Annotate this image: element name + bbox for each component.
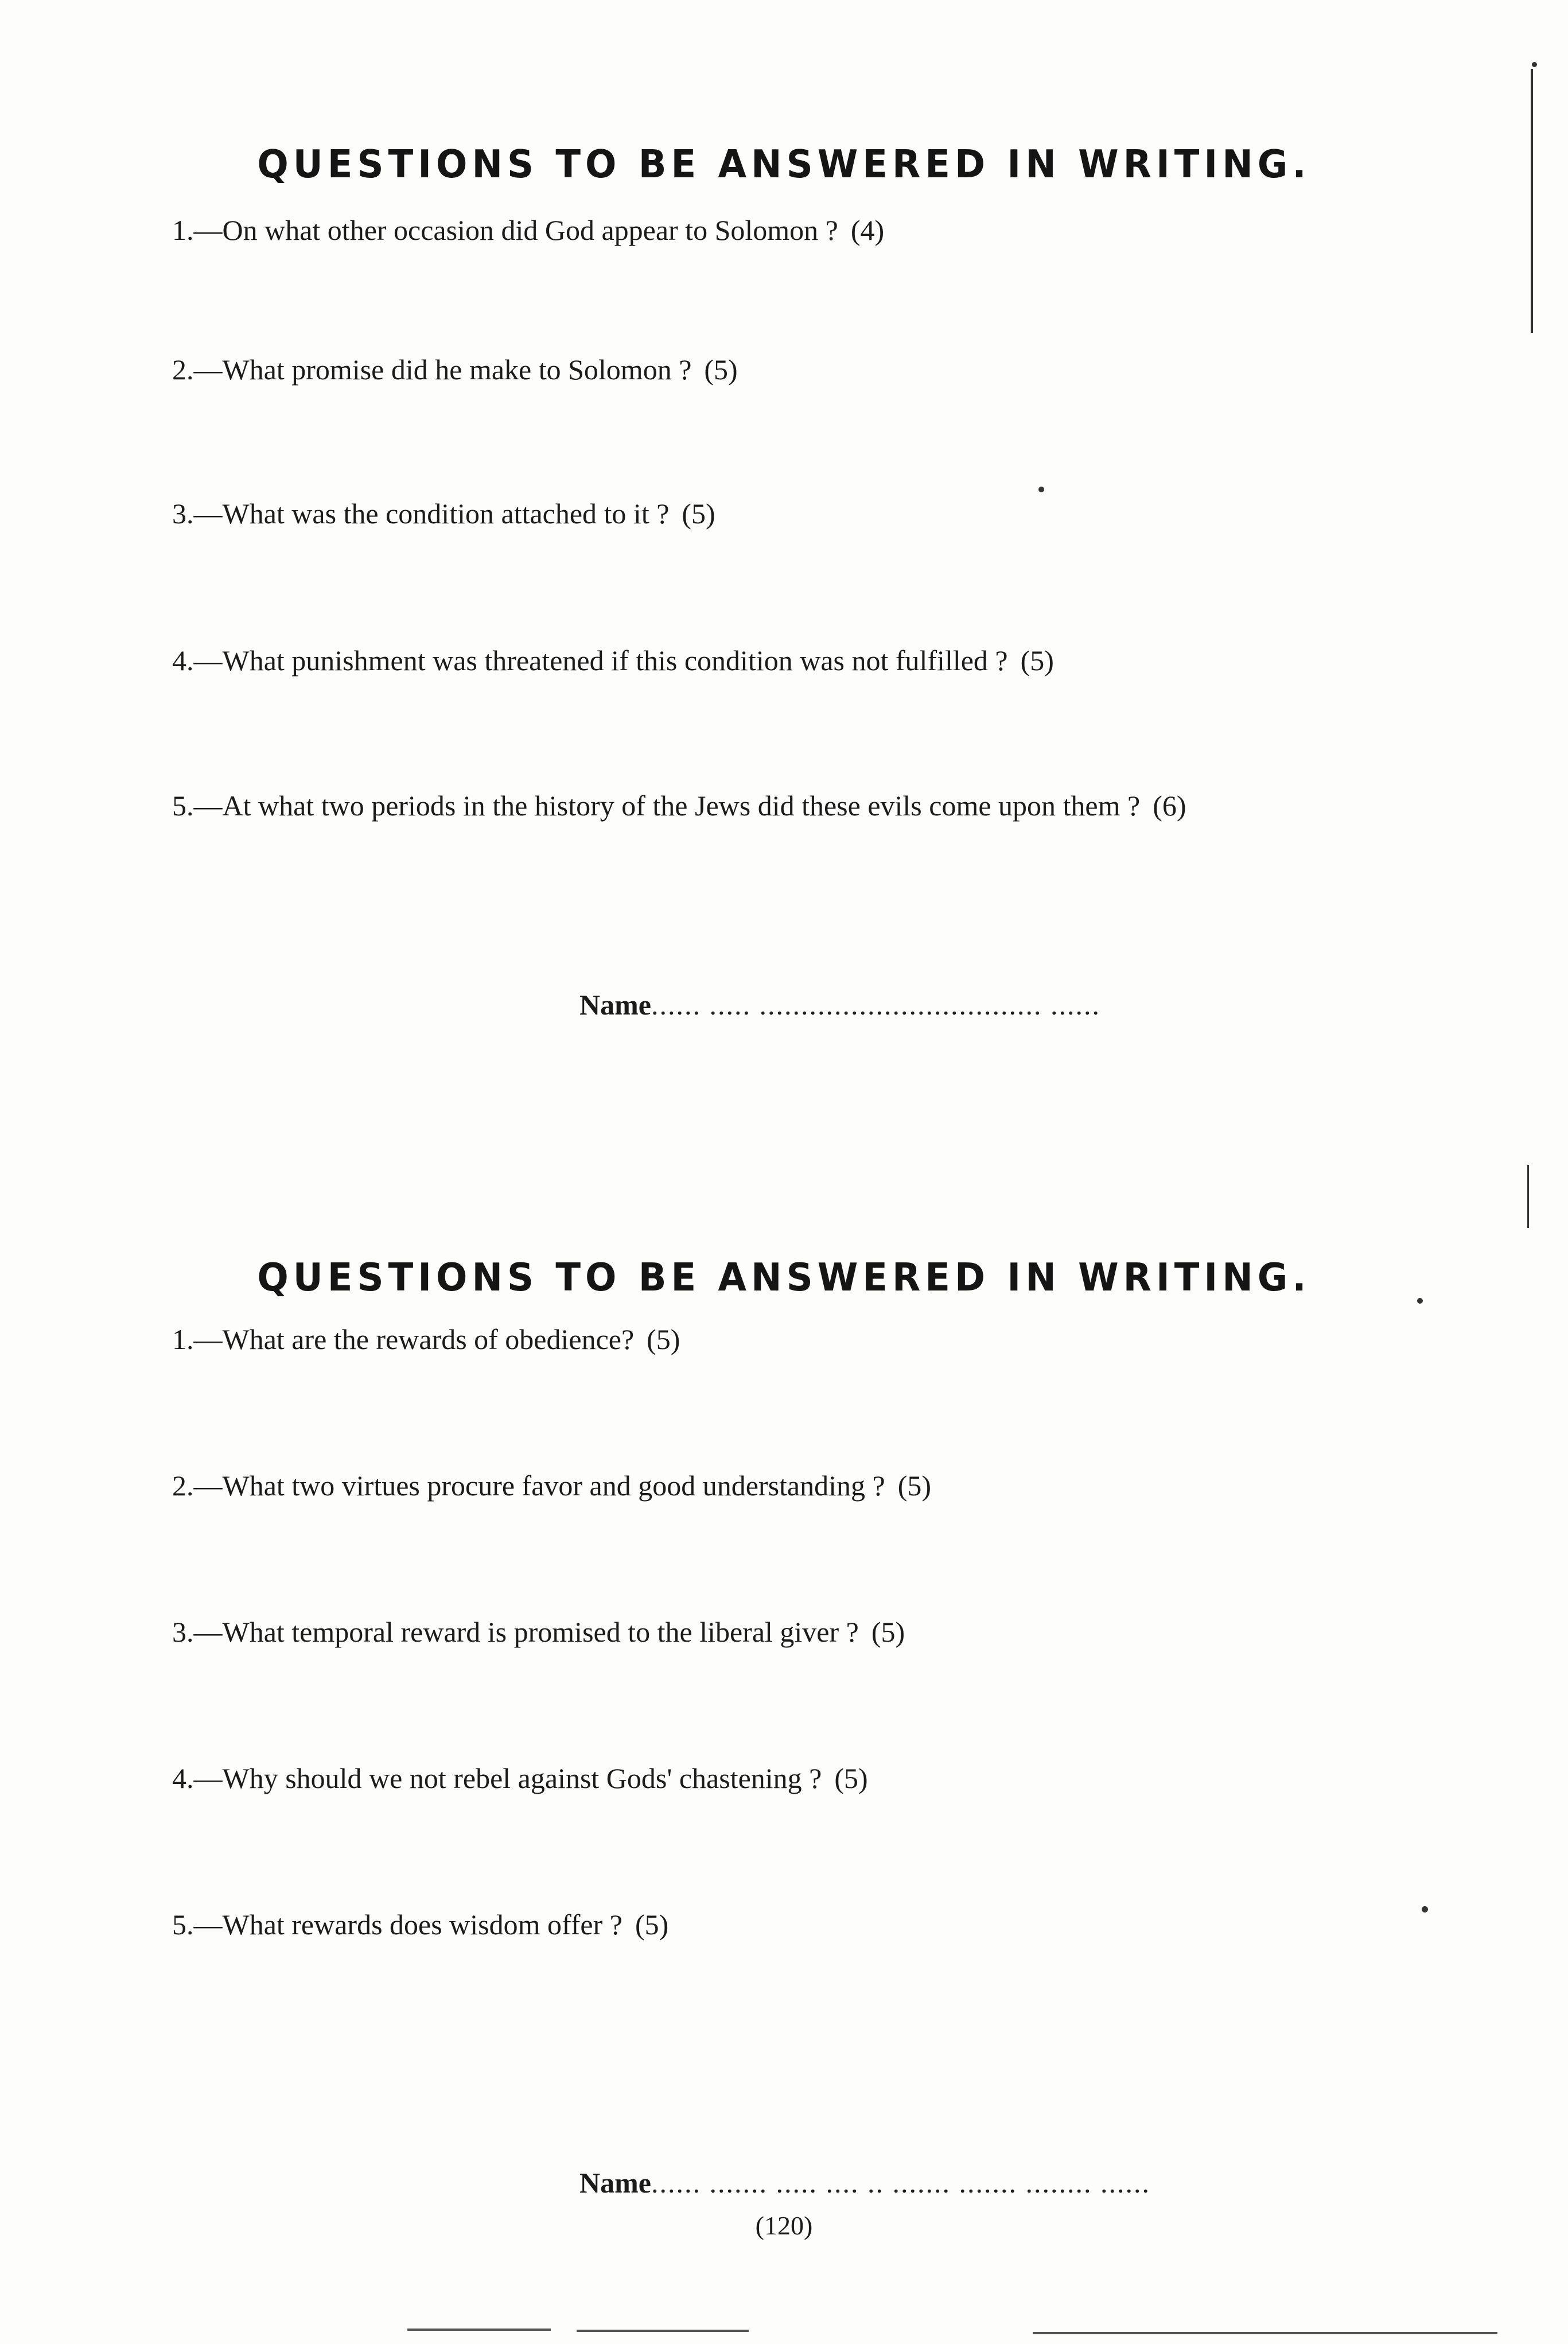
- question-marks: (5): [647, 1323, 680, 1355]
- question-marks: (4): [850, 214, 885, 246]
- name-dotted-line: ...... ..... .................................. ......: [651, 989, 1100, 1021]
- section2-heading: QUESTIONS TO BE ANSWERED IN WRITING.: [257, 1255, 1311, 1300]
- scan-speck: [1532, 62, 1537, 67]
- question-number: 3.—: [172, 1616, 223, 1648]
- question-marks: (6): [1153, 790, 1186, 822]
- section1-question-2: [172, 353, 738, 386]
- question-number: 1.—: [172, 214, 223, 246]
- question-number: 2.—: [172, 353, 223, 386]
- section1-question-1: [172, 213, 884, 247]
- scan-bottom-rule: [1033, 2332, 1497, 2334]
- name-label: Name: [579, 989, 651, 1021]
- question-number: 4.—: [172, 1762, 223, 1794]
- question-number: 5.—: [172, 790, 223, 822]
- question-text: What was the condition attached to it ?: [222, 497, 670, 530]
- scan-bottom-rule: [407, 2329, 551, 2331]
- question-marks: (5): [704, 353, 738, 386]
- scan-bottom-rule: [577, 2330, 749, 2332]
- section1-question-4: [172, 644, 1054, 677]
- section1-question-3: [172, 497, 715, 530]
- question-text: On what other occasion did God appear to Solomon ?: [222, 214, 838, 246]
- question-marks: (5): [871, 1616, 905, 1648]
- section2-name-field[interactable]: [579, 2166, 1150, 2199]
- question-text: What are the rewards of obedience?: [222, 1323, 635, 1355]
- scan-speck: [1038, 487, 1044, 492]
- question-text: At what two periods in the history of the Jews did these evils come upon them ?: [222, 790, 1141, 822]
- question-number: 5.—: [172, 1908, 223, 1941]
- question-text: Why should we not rebel against Gods' chastening ?: [222, 1762, 822, 1794]
- question-marks: (5): [682, 497, 715, 530]
- question-number: 1.—: [172, 1323, 223, 1355]
- question-number: 4.—: [172, 644, 223, 677]
- question-marks: (5): [834, 1762, 868, 1794]
- section2-question-4: [172, 1762, 868, 1795]
- question-marks: (5): [1020, 644, 1054, 677]
- name-dotted-line: ...... ....... ..... .... .. ....... ....... ........ ......: [651, 2167, 1150, 2199]
- page-number: (120): [755, 2211, 813, 2240]
- question-number: 3.—: [172, 497, 223, 530]
- name-label: Name: [579, 2167, 651, 2199]
- section1-heading: QUESTIONS TO BE ANSWERED IN WRITING.: [257, 142, 1311, 187]
- section2-question-3: [172, 1615, 905, 1649]
- scan-edge-line: [1527, 1165, 1529, 1228]
- question-number: 2.—: [172, 1470, 223, 1502]
- section2-question-1: [172, 1323, 680, 1356]
- question-text: What temporal reward is promised to the liberal giver ?: [222, 1616, 859, 1648]
- section1-name-field[interactable]: [579, 988, 1100, 1021]
- scan-edge-line: [1531, 69, 1533, 333]
- question-text: What punishment was threatened if this condition was not fulfilled ?: [222, 644, 1008, 677]
- question-marks: (5): [897, 1470, 932, 1502]
- section2-question-5: [172, 1908, 668, 1941]
- scan-speck: [1422, 1906, 1428, 1912]
- question-marks: (5): [635, 1908, 669, 1941]
- section2-question-2: [172, 1469, 931, 1502]
- question-text: What promise did he make to Solomon ?: [222, 353, 692, 386]
- scan-speck: [1417, 1298, 1423, 1304]
- section1-question-5: [172, 789, 1186, 822]
- question-text: What two virtues procure favor and good understanding ?: [222, 1470, 885, 1502]
- question-text: What rewards does wisdom offer ?: [222, 1908, 622, 1941]
